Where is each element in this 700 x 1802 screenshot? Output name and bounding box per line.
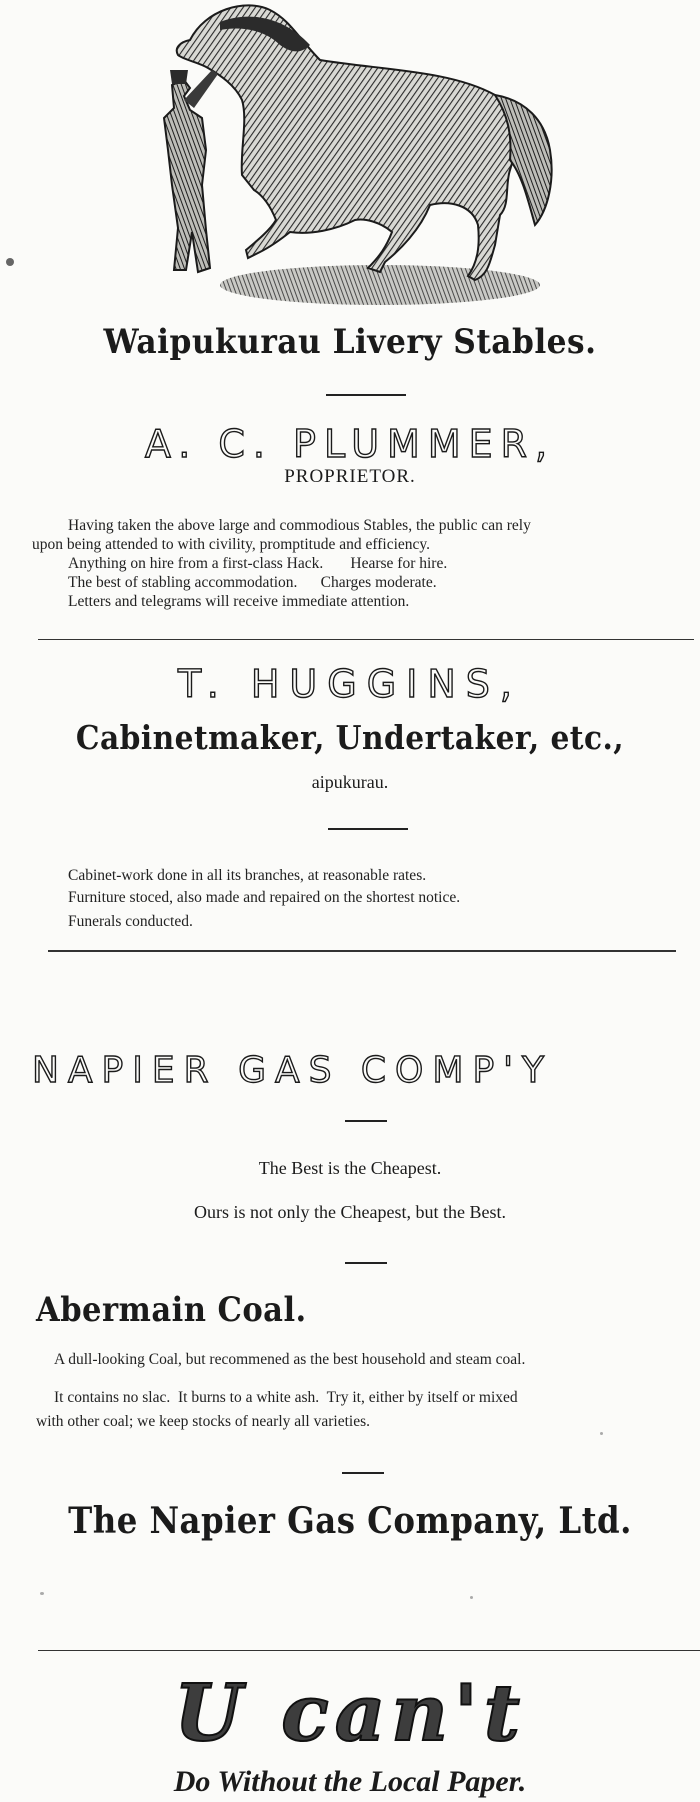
livery-line-2: upon being attended to with civility, promptitude and efficiency.: [32, 536, 431, 553]
huggins-line-2: Furniture stoced, also made and repaired on the shortest notice.: [68, 889, 461, 906]
proprietor-name: A. C. PLUMMER,: [144, 422, 556, 466]
coal-title: Abermain Coal.: [36, 1290, 307, 1330]
huggins-name: T. HUGGINS,: [178, 662, 522, 706]
livery-line-3: Anything on hire from a first-class Hack. Hearse for hire.: [68, 555, 448, 572]
section-divider-2: [48, 950, 676, 952]
gas-slogan-2: Ours is not only the Cheapest, but the Best.: [194, 1202, 506, 1222]
paper-tagline: Do Without the Local Paper.: [173, 1765, 527, 1798]
gas-divider-3: [342, 1472, 384, 1474]
section-divider-3: [38, 1650, 700, 1651]
gas-divider-1: [345, 1120, 387, 1122]
livery-line-4: The best of stabling accommodation. Charges moderate.: [68, 574, 437, 591]
huggins-line-1: Cabinet-work done in all its branches, at reasonable rates.: [68, 867, 427, 884]
print-speck: [600, 1432, 603, 1435]
gas-company-name: NAPIER GAS COMP'Y: [32, 1050, 554, 1091]
proprietor-label: PROPRIETOR.: [284, 466, 416, 487]
horse-illustration: [150, 0, 570, 322]
gas-slogan-1: The Best is the Cheapest.: [258, 1158, 442, 1178]
livery-line-5: Letters and telegrams will receive immediate attention.: [68, 593, 410, 610]
livery-title: Waipukurau Livery Stables.: [103, 322, 597, 362]
huggins-line-3: Funerals conducted.: [68, 913, 193, 930]
coal-line-1: A dull-looking Coal, but recommened as the best household and steam coal.: [54, 1351, 526, 1368]
print-speck: [470, 1596, 473, 1599]
huggins-town: aipukurau.: [311, 772, 389, 792]
print-speck: [40, 1592, 44, 1595]
section-divider-1: [38, 639, 694, 640]
coal-line-2a: It contains no slac. It burns to a white ash. Try it, either by itself or mixed: [54, 1389, 518, 1406]
livery-divider: [326, 394, 406, 396]
huggins-trade: Cabinetmaker, Undertaker, etc.,: [75, 718, 625, 757]
paper-headline: U can't: [174, 1668, 526, 1759]
livery-line-1: Having taken the above large and commodious Stables, the public can rely: [68, 517, 531, 534]
coal-line-2b: with other coal; we keep stocks of nearly all varieties.: [36, 1413, 370, 1430]
gas-divider-2: [345, 1262, 387, 1264]
print-speck: [6, 258, 14, 266]
huggins-divider: [328, 828, 408, 830]
gas-company-full-name: The Napier Gas Company, Ltd.: [68, 1500, 632, 1542]
